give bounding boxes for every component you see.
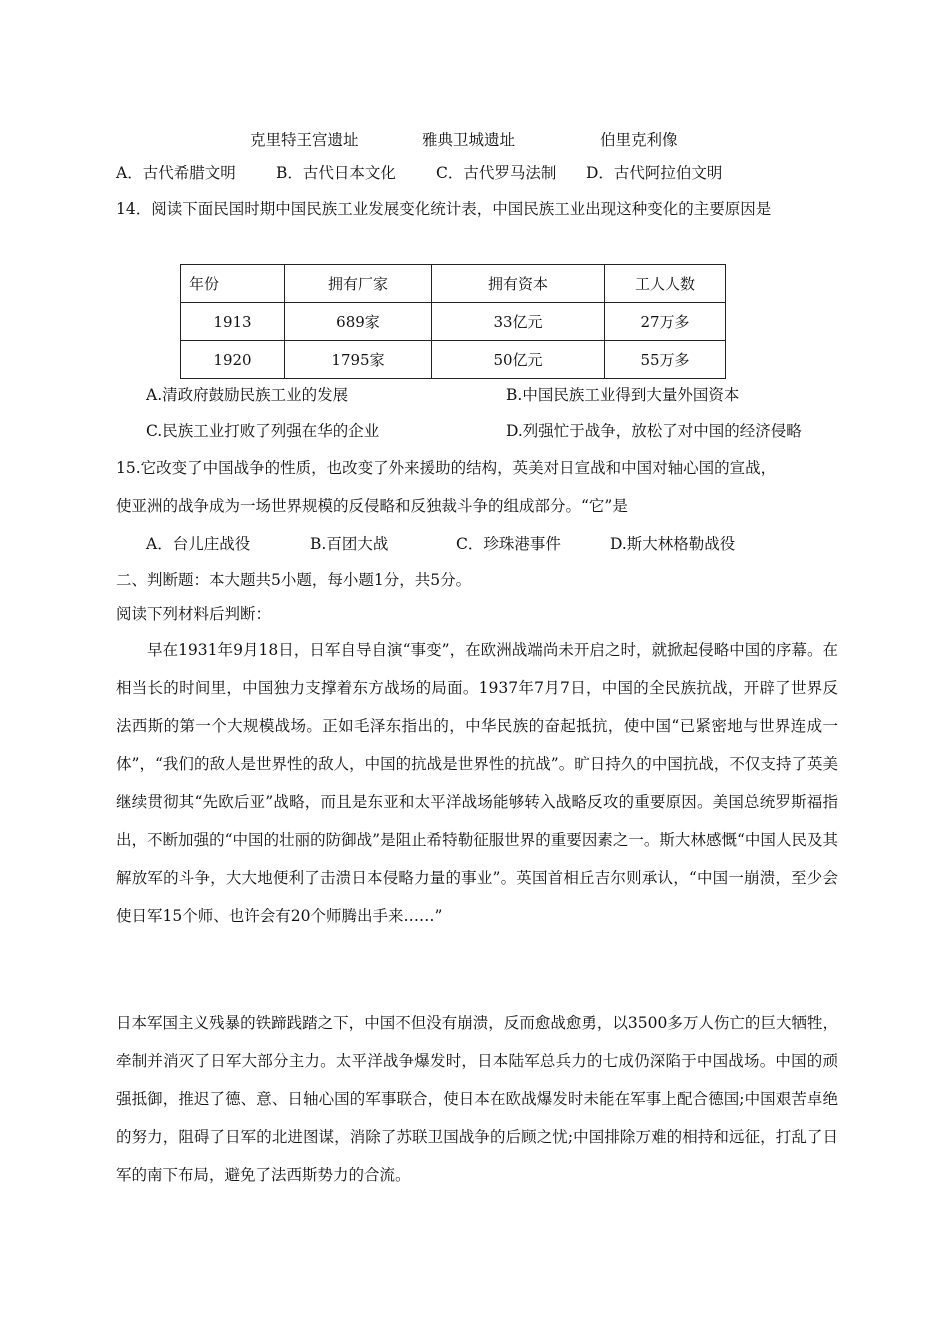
caption-crete-palace: 克里特王宫遗址 (250, 131, 359, 149)
q15-option-d: D.斯大林格勒战役 (610, 535, 736, 553)
table-row (181, 341, 726, 379)
table-cell: 55万多 (605, 341, 726, 379)
table-header: 拥有资本 (432, 265, 605, 303)
table-cell: 50亿元 (432, 341, 605, 379)
q14-question: 14．阅读下面民国时期中国民族工业发展变化统计表，中国民族工业出现这种变化的主要原因是 (116, 200, 772, 218)
table-row (181, 303, 726, 341)
section-2-intro: 阅读下列材料后判断： (116, 605, 272, 623)
table-cell: 1920 (181, 341, 285, 379)
q13-option-c: C．古代罗马法制 (436, 164, 557, 182)
table-cell: 33亿元 (432, 303, 605, 341)
caption-pericles: 伯里克利像 (600, 131, 678, 149)
q14-option-c: C.民族工业打败了列强在华的企业 (146, 422, 380, 440)
q13-option-a: A．古代希腊文明 (116, 164, 236, 182)
caption-acropolis: 雅典卫城遗址 (422, 131, 516, 149)
table-header: 工人人数 (605, 265, 726, 303)
q14-option-d: D.列强忙于战争，放松了对中国的经济侵略 (506, 422, 802, 440)
q15-option-b: B.百团大战 (310, 535, 389, 553)
industry-stats-table (180, 264, 726, 379)
section-2-title: 二、判断题：本大题共5小题，每小题1分，共5分。 (116, 571, 472, 589)
image-captions (0, 128, 950, 148)
q15-question-line1: 15.它改变了中国战争的性质，也改变了外来援助的结构，英美对日宣战和中国对轴心国的宣战， (116, 459, 777, 477)
table-header-row (181, 265, 726, 303)
q15-option-a: A．台儿庄战役 (146, 535, 251, 553)
q14-option-b: B.中国民族工业得到大量外国资本 (506, 386, 740, 404)
material-paragraph-1: 早在1931年9月18日，日军自导自演“事变”，在欧洲战端尚未开启之时，就掀起侵略中国的序幕。在相当长的时间里，中国独力支撑着东方战场的局面。1937年7月7日，中国的全民族抗战，开辟了世界反法西斯的第一个大规模战场。正如毛泽东指出的，中华民族的奋起抵抗，使中国“已紧密地与世界连成一体”，“我们的敌人是世界性的敌人，中国的抗战是世界性的抗战”。旷日持久的中国抗战，不仅支持了英美继续贯彻其“先欧后亚”战略，而且是东亚和太平洋战场能够转入战略反攻的重要原因。美国总统罗斯福指出，不断加强的“中国的壮丽的防御战”是阻止希特勒征服世界的重要因素之一。斯大林感慨“中国人民及其解放军的斗争，大大地便利了击溃日本侵略力量的事业”。英国首相丘吉尔则承认，“中国一崩溃，至少会使日军15个师、也许会有20个师腾出手来……” (116, 641, 838, 925)
q13-option-d: D．古代阿拉伯文明 (586, 164, 723, 182)
table-cell: 689家 (285, 303, 432, 341)
q13-option-b: B．古代日本文化 (276, 164, 396, 182)
table-cell: 1795家 (285, 341, 432, 379)
table-cell: 27万多 (605, 303, 726, 341)
material-paragraph-2: 日本军国主义残暴的铁蹄践踏之下，中国不但没有崩溃，反而愈战愈勇，以3500多万人伤亡的巨大牺牲，牵制并消灭了日军大部分主力。太平洋战争爆发时，日本陆军总兵力的七成仍深陷于中国战场。中国的顽强抵御，推迟了德、意、日轴心国的军事联合，使日本在欧战爆发时未能在军事上配合德国;中国艰苦卓绝的努力，阻碍了日军的北进图谋，消除了苏联卫国战争的后顾之忧;中国排除万难的相持和远征，打乱了日军的南下布局，避免了法西斯势力的合流。 (116, 1014, 838, 1184)
q14-option-a: A.清政府鼓励民族工业的发展 (146, 386, 349, 404)
table-header: 拥有厂家 (285, 265, 432, 303)
q15-question-line2: 使亚洲的战争成为一场世界规模的反侵略和反独裁斗争的组成部分。“它”是 (116, 497, 628, 515)
q15-option-c: C．珍珠港事件 (456, 535, 561, 553)
table-cell: 1913 (181, 303, 285, 341)
table-header: 年份 (181, 265, 285, 303)
